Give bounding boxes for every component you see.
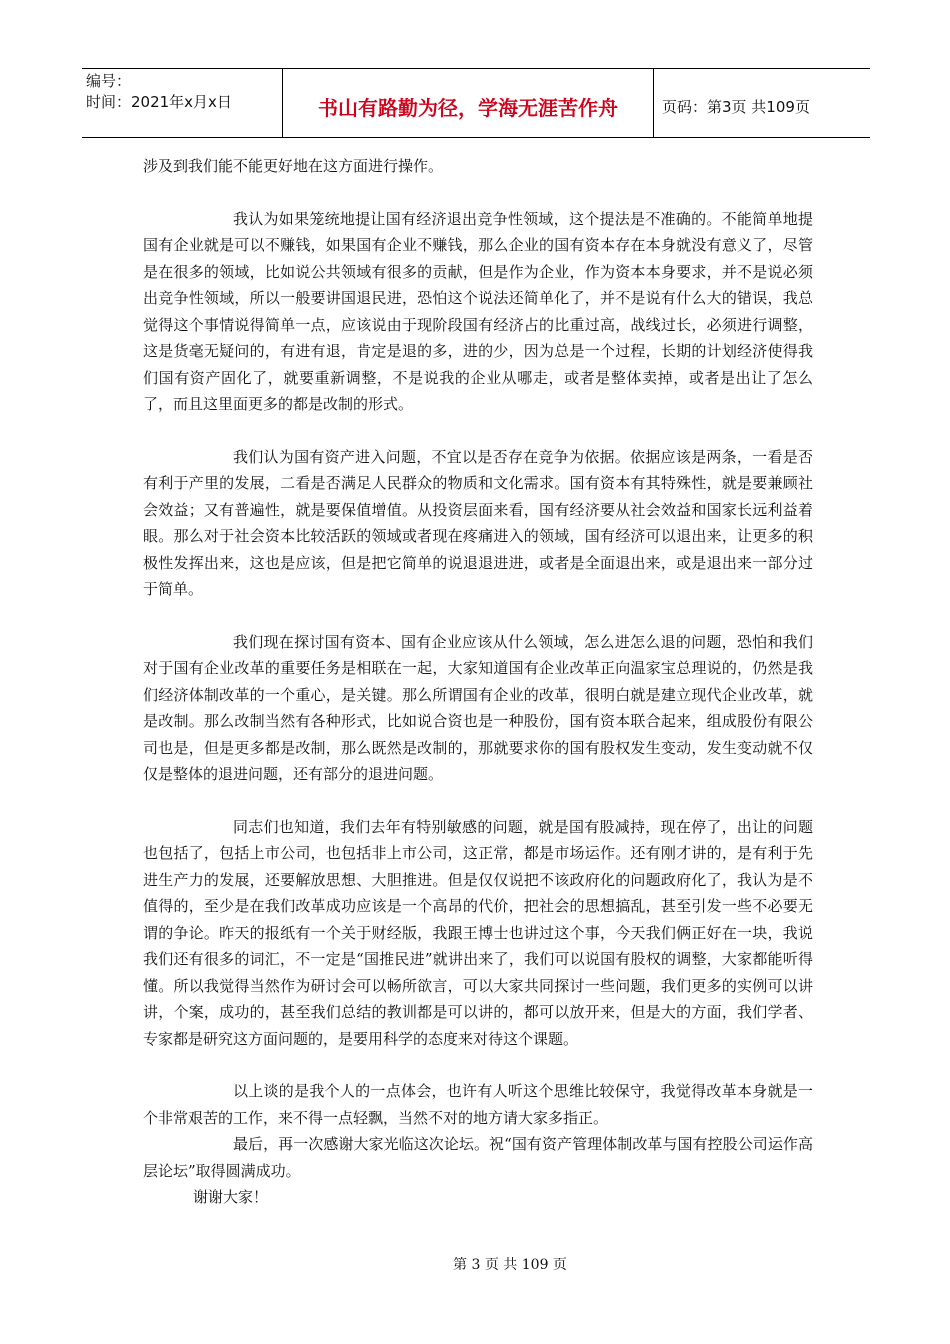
paragraph: 我认为如果笼统地提让国有经济退出竞争性领域，这个提法是不准确的。不能简单地提国有企业就是可以不赚钱，如果国有企业不赚钱，那么企业的国有资本存在本身就没有意义了，尽管是在很多的领域，比如说公共领域有很多的贡献，但是作为企业，作为资本本身要求，并不是说必须出竞争性领域，所以一般要讲国退民进，恐怕这个说法还简单化了，并不是说有什么大的错误，我总觉得这个事情说得简单一点，应该说由于现阶段国有经济占的比重过高，战线过长，必须进行调整，这是货毫无疑问的，有进有退，肯定是退的多，进的少，因为总是一个过程，长期的计划经济使得我们国有资产固化了，就要重新调整，不是说我的企业从哪走，或者是整体卖掉，或者是出让了怎么了，而且这里面更多的都是改制的形式。 xyxy=(143,209,813,413)
header-meta xyxy=(82,69,282,137)
number-label: 编号： xyxy=(86,72,132,90)
paragraph: 我们现在探讨国有资本、国有企业应该从什么领域，怎么进怎么退的问题，恐怕和我们对于国有企业改革的重要任务是相联在一起，大家知道国有企业改革正向温家宝总理说的，仍然是我们经济体制改革的一个重心，是关键。那么所谓国有企业的改革，很明白就是建立现代企业改革，就是改制。那么改制当然有各种形式，比如说合资也是一种股份，国有资本联合起来，组成股份有限公司也是，但是更多都是改制，那么既然是改制的，那就要求你的国有股权发生变动，发生变动就不仅仅是整体的退进问题，还有部分的退进问题。 xyxy=(143,632,813,783)
header-page-cell xyxy=(654,69,870,137)
paragraph: 同志们也知道，我们去年有特别敏感的问题，就是国有股减持，现在停了，出让的问题也包括了，包括上市公司，也包括非上市公司，这正常，都是市场运作。还有刚才讲的，是有利于先进生产力的发展，还要解放思想、大胆推进。但是仅仅说把不该政府化的问题政府化了，我认为是不值得的，至少是在我们改革成功应该是一个高昂的代价，把社会的思想搞乱，甚至引发一些不必要无谓的争论。昨天的报纸有一个关于财经版，我跟王博士也讲过这个事，今天我们俩正好在一块，我说我们还有很多的词汇，不一定是“国推民进”就讲出来了，我们可以说国有股权的调整，大家都能听得懂。所以我觉得当然作为研讨会可以畅所欲言，可以大家共同探讨一些问题，我们更多的实例可以讲讲，个案，成功的，甚至我们总结的教训都是可以讲的，都可以放开来，但是大的方面，我们学者、专家都是研究这方面问题的，是要用科学的态度来对待这个课题。 xyxy=(143,817,813,1048)
header-motto-cell xyxy=(282,69,654,137)
page-header xyxy=(82,68,870,138)
paragraph: 最后，再一次感谢大家光临这次论坛。祝“国有资产管理体制改革与国有控股公司运作高层论坛”取得圆满成功。 xyxy=(143,1135,813,1180)
time-label: 时间：2021年x月x日 xyxy=(86,93,232,111)
paragraph: 以上谈的是我个人的一点体会，也许有人听这个思维比较保守，我觉得改革本身就是一个非常艰苦的工作，来不得一点轻飘，当然不对的地方请大家多指正。 xyxy=(143,1082,813,1127)
closing-line: 谢谢大家！ xyxy=(193,1188,269,1206)
page-footer: 第 3 页 共 109 页 xyxy=(453,1257,567,1273)
header-motto: 书山有路勤为径，学海无涯苦作舟 xyxy=(318,95,618,120)
paragraph: 涉及到我们能不能更好地在这方面进行操作。 xyxy=(143,157,444,175)
header-page-label: 页码：第3页 共109页 xyxy=(662,97,810,116)
paragraph: 我们认为国有资产进入问题，不宜以是否存在竞争为依据。依据应该是两条，一看是否有利于产里的发展，二看是否满足人民群众的物质和文化需求。国有资本有其特殊性，就是要兼顾社会效益；又有普遍性，就是要保值增值。从投资层面来看，国有经济要从社会效益和国家长远利益着眼。那么对于社会资本比较活跃的领域或者现在疼痛进入的领域，国有经济可以退出来，让更多的积极性发挥出来，这也是应该，但是把它简单的说退退进进，或者是全面退出来，或是退出来一部分过于简单。 xyxy=(143,447,813,598)
document-body xyxy=(143,153,813,1211)
